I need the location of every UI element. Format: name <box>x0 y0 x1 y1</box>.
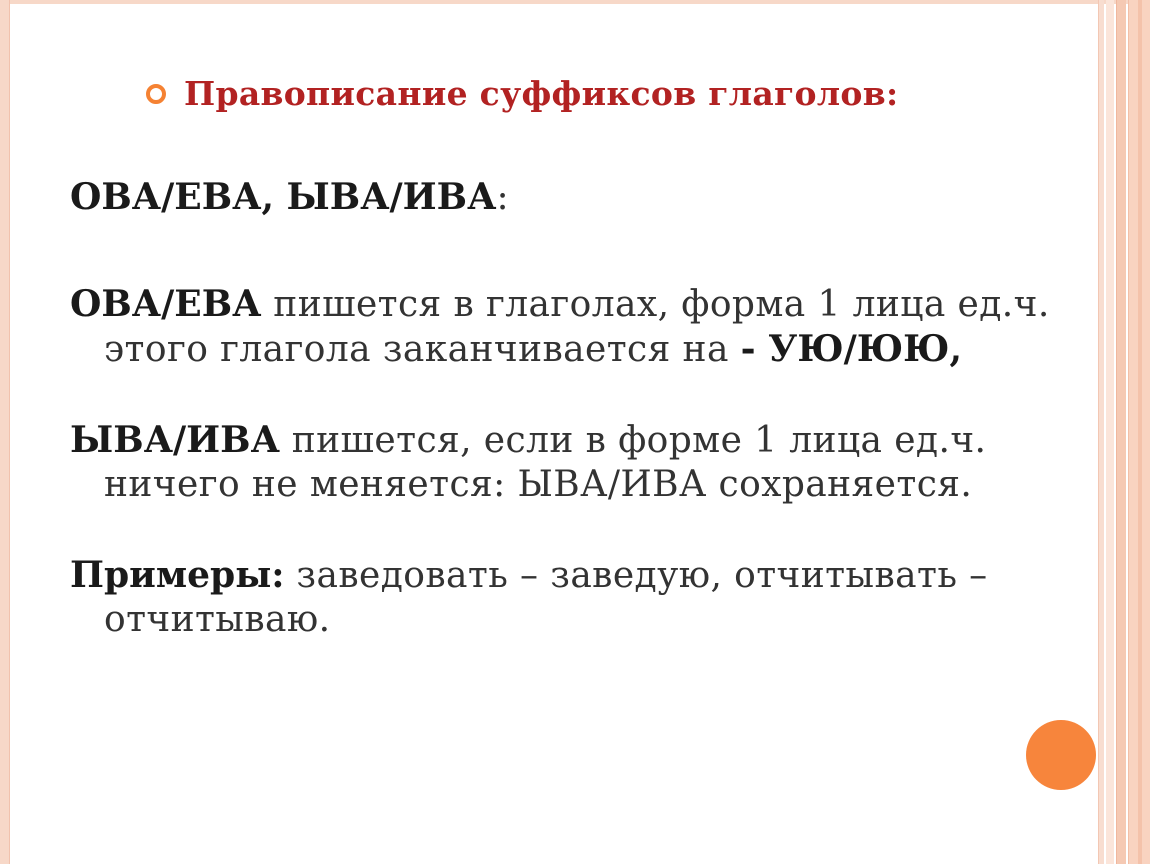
frame-right-stripe-3 <box>1116 0 1126 864</box>
slide-title: Правописание суффиксов глаголов: <box>184 74 899 113</box>
slide-title-row <box>146 74 898 113</box>
frame-right-stripe-1 <box>1098 0 1104 864</box>
examples <box>70 553 1080 642</box>
examples-text: заведовать – заведую, отчитывать – отчитываю. <box>104 555 988 640</box>
rule1-bold: ОВА/ЕВА <box>70 283 262 325</box>
rule1-bold-end: - УЮ/ЮЮ, <box>740 328 963 370</box>
rule2-text: пишется, если в форме 1 лица ед.ч. ничего не меняется: ЫВА/ИВА сохраняется. <box>104 420 987 505</box>
rule2-bold: ЫВА/ИВА <box>70 419 280 461</box>
frame-left <box>0 0 10 864</box>
frame-top <box>0 0 1150 4</box>
examples-bold: Примеры: <box>70 554 285 596</box>
subheading-rest: : <box>496 177 509 218</box>
rule-yva-iva <box>70 418 1080 507</box>
orange-circle-icon <box>1026 720 1096 790</box>
subheading <box>70 175 1080 220</box>
ring-bullet-icon <box>146 84 166 104</box>
rule-ova-eva <box>70 282 1080 372</box>
subheading-bold: ОВА/ЕВА, ЫВА/ИВА <box>70 176 497 218</box>
slide-body <box>70 175 1080 688</box>
frame-right-stripe-2 <box>1106 0 1114 864</box>
frame-right-stripe-5 <box>1138 0 1142 864</box>
rule1-text: пишется в глаголах, форма 1 лица ед.ч. этого глагола заканчивается на <box>104 284 1050 370</box>
